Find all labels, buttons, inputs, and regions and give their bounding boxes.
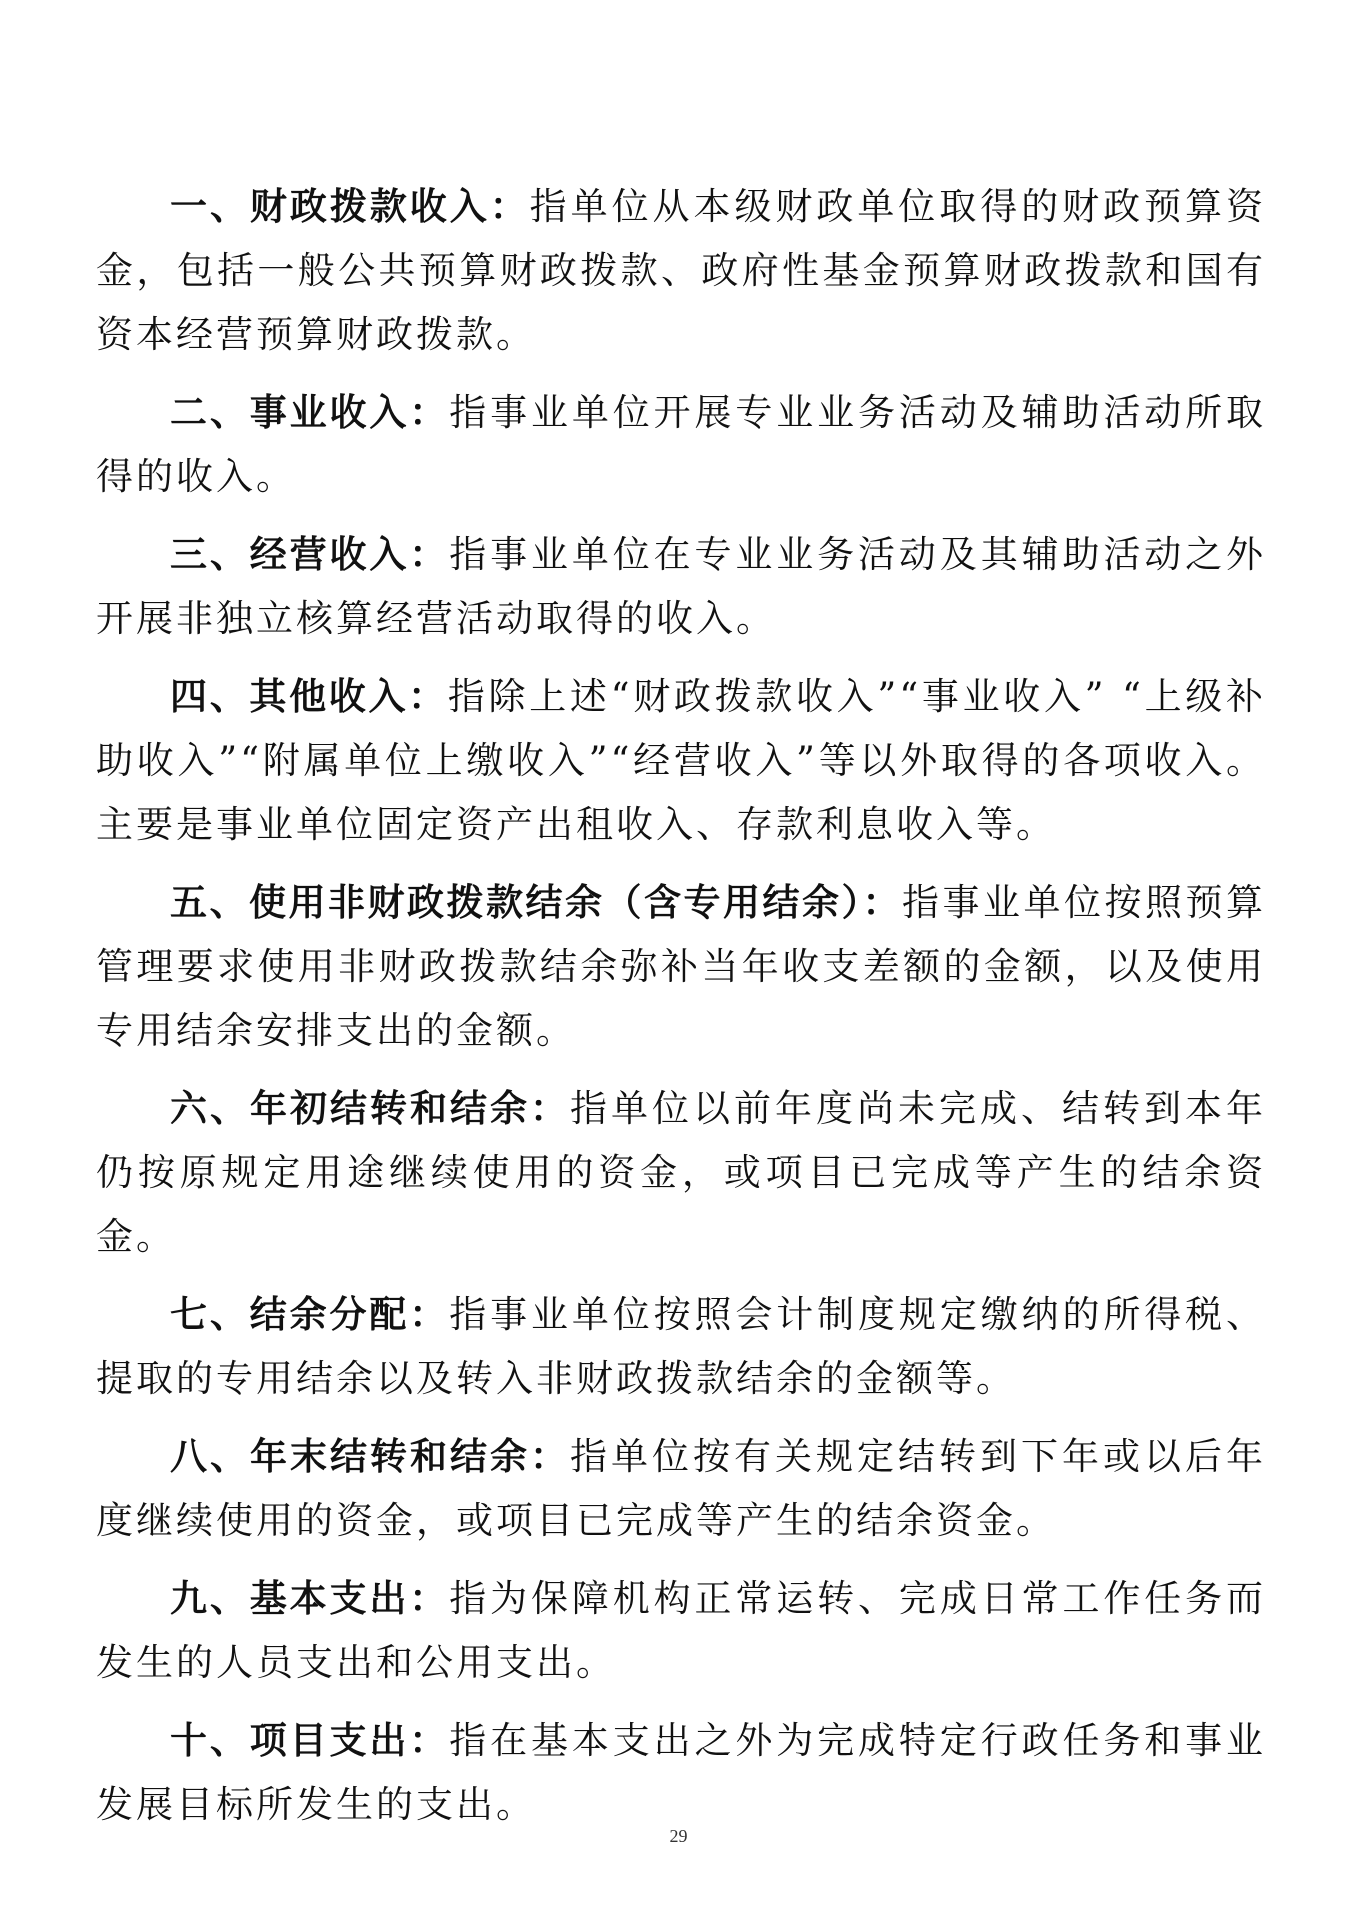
definition-text: 指单位按有关规定结转到下年或以后年度继续使用的资金，或项目已完成等产生的结余资金。 [96, 1435, 1266, 1542]
definition-paragraph [96, 1077, 1266, 1269]
definition-term: 四、其他收入： [170, 675, 448, 718]
definition-term: 三、经营收入： [170, 533, 450, 576]
definition-paragraph [96, 1709, 1266, 1837]
definition-term: 八、年末结转和结余： [170, 1435, 570, 1478]
definition-paragraph [96, 1567, 1266, 1695]
definition-paragraph [96, 665, 1266, 857]
definition-term: 二、事业收入： [170, 391, 450, 434]
definition-term: 六、年初结转和结余： [170, 1087, 570, 1130]
definition-term: 九、基本支出： [170, 1577, 450, 1620]
definition-text: 指事业单位开展专业业务活动及辅助活动所取得的收入。 [96, 391, 1267, 498]
definition-text: 指事业单位按照预算管理要求使用非财政拨款结余弥补当年收支差额的金额，以及使用专用结余安排支出的金额。 [96, 881, 1266, 1052]
document-body [96, 175, 1266, 1851]
definition-paragraph [96, 1425, 1266, 1553]
page-number: 29 [669, 1826, 688, 1846]
definition-text: 指除上述“财政拨款收入”“事业收入” “上级补助收入”“附属单位上缴收入”“经营收入”等以外取得的各项收入。主要是事业单位固定资产出租收入、存款利息收入等。 [96, 675, 1267, 846]
definition-term: 十、项目支出： [170, 1719, 450, 1762]
definition-text: 指单位从本级财政单位取得的财政预算资金，包括一般公共预算财政拨款、政府性基金预算财政拨款和国有资本经营预算财政拨款。 [96, 185, 1267, 356]
definition-text: 指事业单位在专业业务活动及其辅助活动之外开展非独立核算经营活动取得的收入。 [96, 533, 1267, 640]
definition-text: 指事业单位按照会计制度规定缴纳的所得税、提取的专用结余以及转入非财政拨款结余的金额等。 [96, 1293, 1267, 1400]
definition-text: 指为保障机构正常运转、完成日常工作任务而发生的人员支出和公用支出。 [96, 1577, 1267, 1684]
definition-term: 五、使用非财政拨款结余（含专用结余）： [170, 881, 902, 924]
definition-paragraph [96, 871, 1266, 1063]
definition-term: 七、结余分配： [170, 1293, 450, 1336]
definition-paragraph [96, 1283, 1266, 1411]
definition-text: 指单位以前年度尚未完成、结转到本年仍按原规定用途继续使用的资金，或项目已完成等产生的结余资金。 [96, 1087, 1266, 1258]
definition-paragraph [96, 523, 1266, 651]
definition-paragraph [96, 175, 1266, 367]
definition-paragraph [96, 381, 1266, 509]
definition-text: 指在基本支出之外为完成特定行政任务和事业发展目标所发生的支出。 [96, 1719, 1267, 1826]
definition-term: 一、财政拨款收入： [170, 185, 530, 228]
